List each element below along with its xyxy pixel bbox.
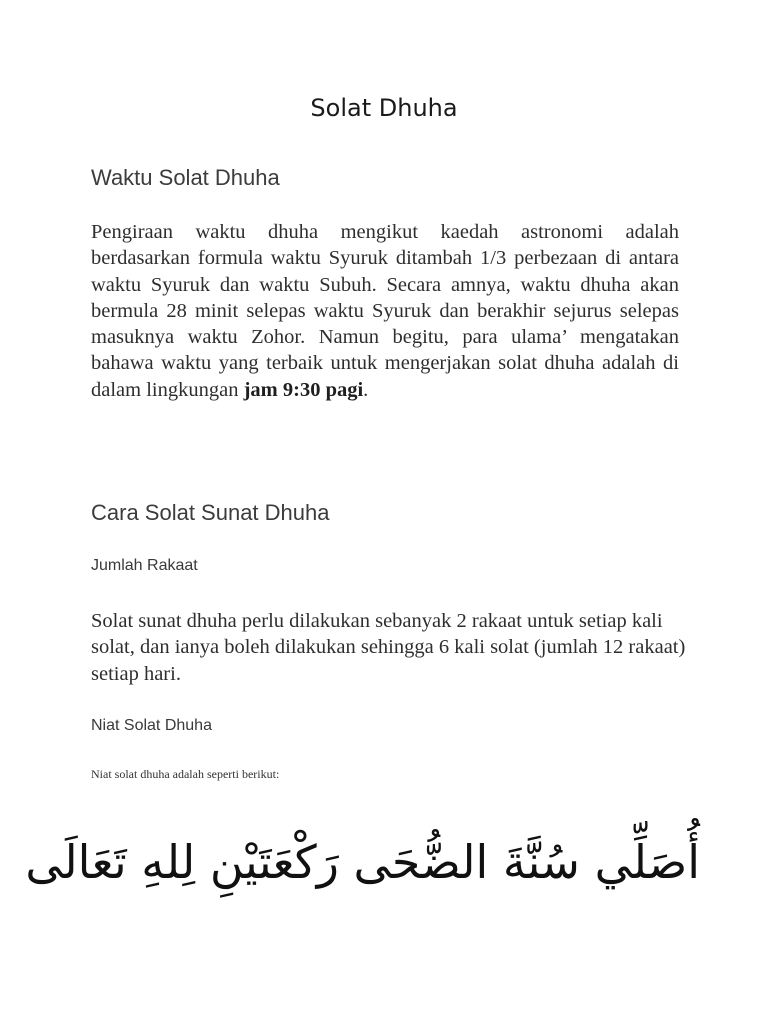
waktu-paragraph-end: . xyxy=(363,378,369,401)
niat-arabic-text: أُصَلِّي سُنَّةَ الضُّحَى رَكْعَتَيْنِ لِلهِ تَعَالَى xyxy=(25,835,700,889)
rakaat-paragraph: Solat sunat dhuha perlu dilakukan sebanyak 2 rakaat untuk setiap kali solat, dan ianya boleh dilakukan sehingga 6 kali solat (jumlah 12 rakaat) setiap hari. xyxy=(91,610,686,685)
subheading-jumlah-rakaat: Jumlah Rakaat xyxy=(91,557,198,574)
section-heading-waktu: Waktu Solat Dhuha xyxy=(91,165,280,190)
page-title: Solat Dhuha xyxy=(310,94,458,122)
subheading-niat: Niat Solat Dhuha xyxy=(91,717,212,734)
waktu-paragraph xyxy=(91,219,679,403)
waktu-paragraph-bold: jam 9:30 pagi xyxy=(243,378,364,401)
section-heading-cara: Cara Solat Sunat Dhuha xyxy=(91,500,330,525)
niat-intro-text: Niat solat dhuha adalah seperti berikut: xyxy=(91,767,280,781)
waktu-paragraph-text: Pengiraan waktu dhuha mengikut kaedah astronomi adalah berdasarkan formula waktu Syuruk ditambah 1/3 perbezaan di antara waktu Syuruk dan waktu Subuh. Secara amnya, waktu dhuha akan bermula 28 minit selepas waktu Syuruk dan berakhir sejurus selepas masuknya waktu Zohor. Namun begitu, para ulama’ mengatakan bahawa waktu yang terbaik untuk mengerjakan solat dhuha adalah di dalam lingkungan xyxy=(91,221,679,401)
